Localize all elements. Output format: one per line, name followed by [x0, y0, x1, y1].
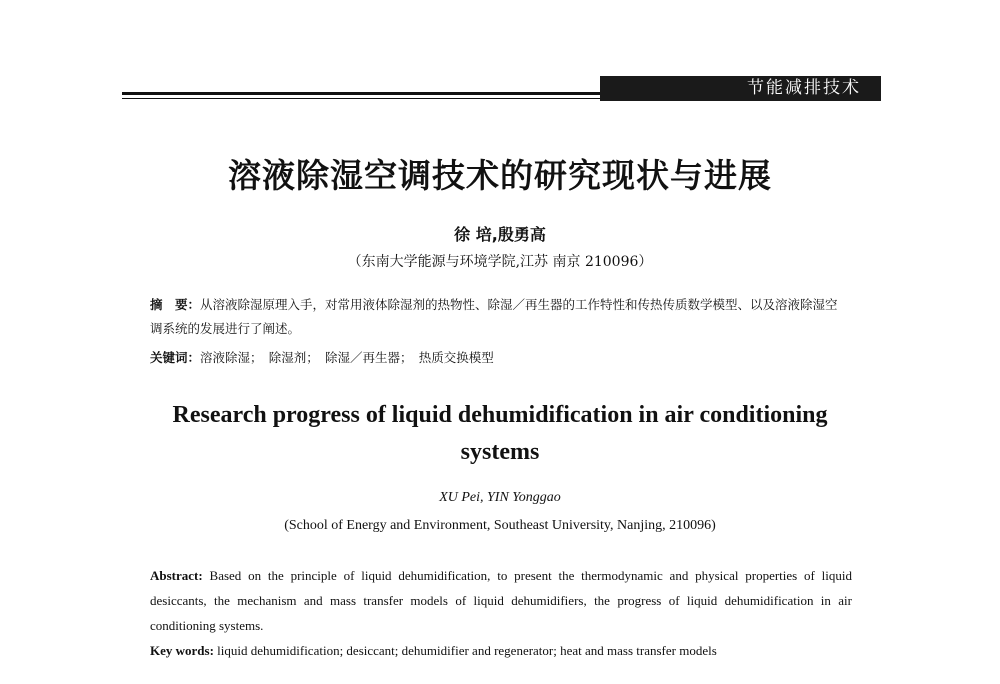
- section-tag: 节能减排技术: [600, 76, 881, 101]
- english-title: Research progress of liquid dehumidification in air conditioning systems: [172, 402, 828, 465]
- english-keywords-label: Key words:: [150, 643, 214, 658]
- english-keywords-text: liquid dehumidification; desiccant; dehumidifier and regenerator; heat and mass transfer models: [217, 643, 717, 658]
- chinese-keywords: [150, 346, 850, 370]
- header-rule-thin: [122, 98, 627, 99]
- chinese-authors: 徐 培,殷勇高: [454, 225, 546, 244]
- header-rule-thick: [122, 92, 627, 95]
- chinese-affiliation: （东南大学能源与环境学院,江苏 南京 210096）: [347, 254, 653, 270]
- chinese-abstract-text: 从溶液除湿原理入手，对常用液体除湿剂的热物性、除湿／再生器的工作特性和传热传质数学模型、以及溶液除湿空调系统的发展进行了阐述。: [150, 297, 838, 336]
- chinese-keywords-label: 关键词：: [150, 350, 201, 365]
- chinese-abstract: [150, 293, 850, 341]
- english-abstract-label: Abstract:: [150, 568, 203, 583]
- chinese-title: 溶液除湿空调技术的研究现状与进展: [228, 156, 772, 195]
- chinese-keywords-text: 溶液除湿； 除湿剂； 除湿／再生器； 热质交换模型: [200, 350, 494, 365]
- english-affiliation: (School of Energy and Environment, Southeast University, Nanjing, 210096): [284, 518, 716, 533]
- english-authors: XU Pei, YIN Yonggao: [439, 490, 561, 505]
- english-abstract-text: Based on the principle of liquid dehumidification, to present the thermodynamic and physical properties of liquid desiccants, the mechanism and mass transfer models of liquid dehumidifiers, the progress of liquid dehumidification in air conditioning systems.: [150, 568, 852, 633]
- english-abstract: [150, 563, 852, 638]
- english-keywords: [150, 640, 852, 662]
- chinese-abstract-label: 摘 要：: [150, 297, 201, 312]
